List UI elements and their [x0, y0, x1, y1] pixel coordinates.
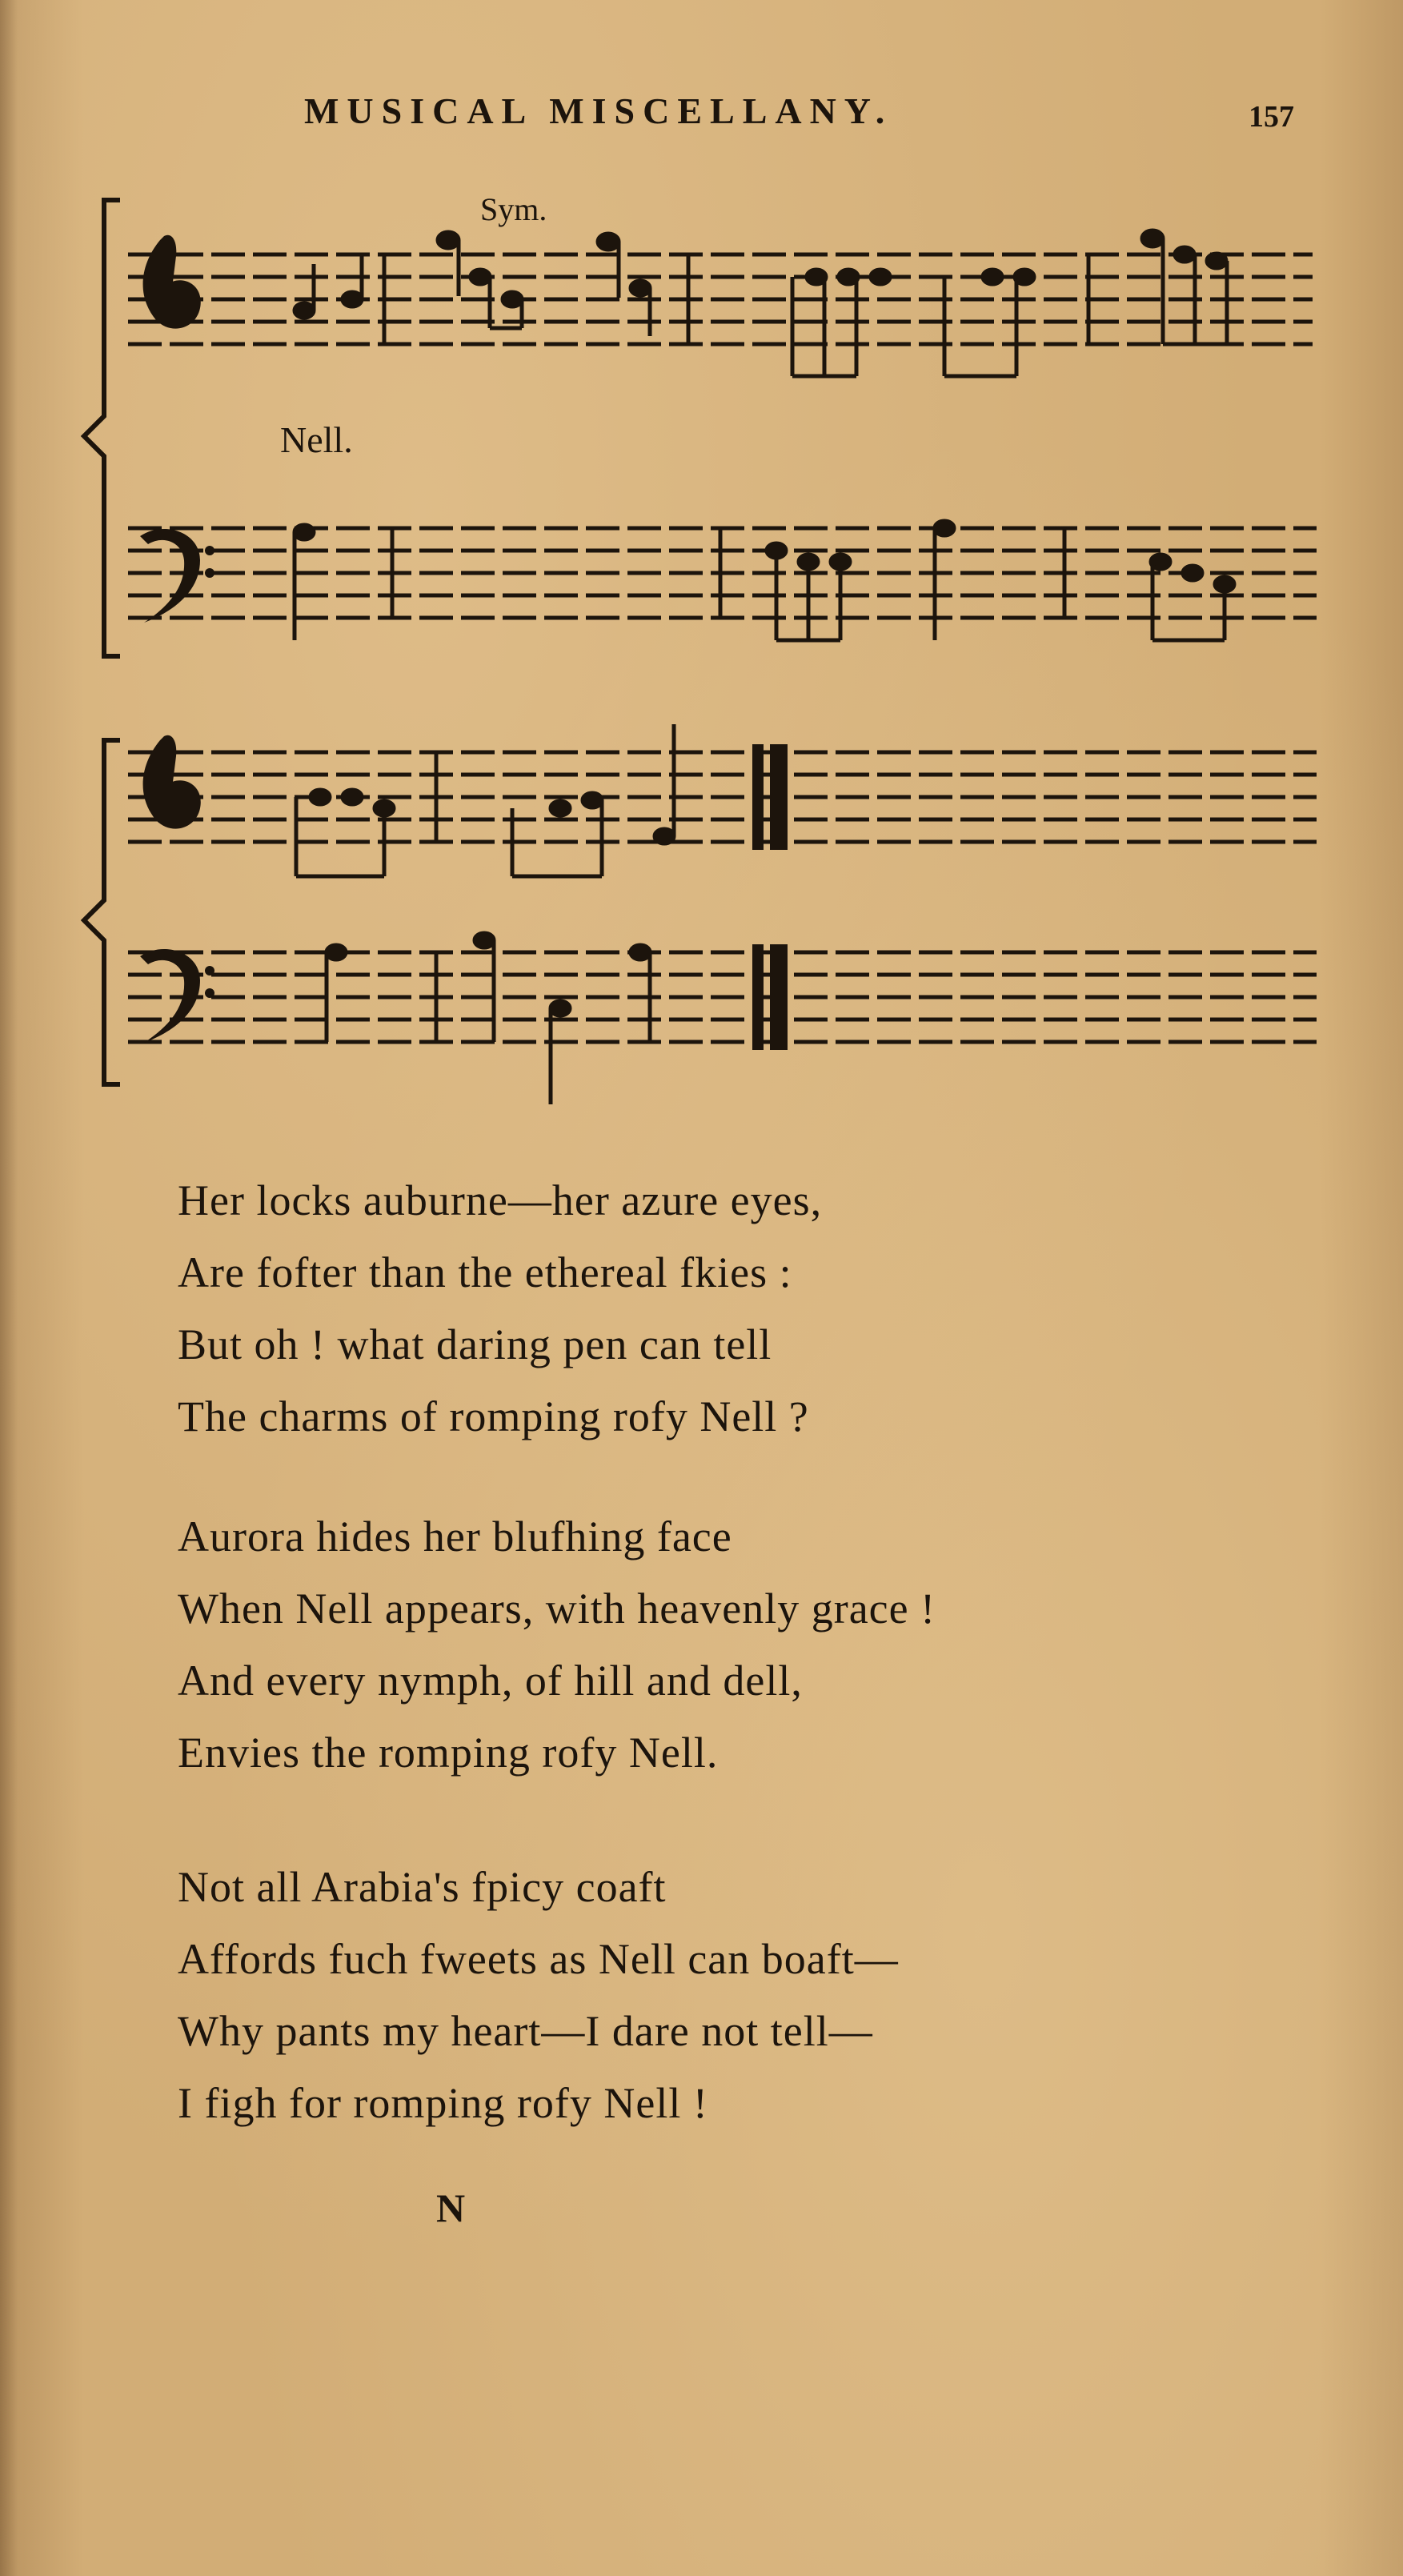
stanza-line: I figh for romping rofy Nell !: [178, 2079, 708, 2127]
page-number: 157: [1249, 100, 1294, 134]
running-title: MUSICAL MISCELLANY.: [304, 90, 893, 131]
stanza-line: Affords fuch fweets as Nell can boaft—: [178, 1935, 899, 1983]
clefs: [140, 235, 214, 1043]
treble-clef-1: [143, 235, 201, 329]
system-2-bass-staff: [128, 952, 1317, 1042]
stanza-line: Aurora hides her blufhing face: [178, 1512, 732, 1560]
lyrics: [178, 1164, 1218, 2187]
system-2-treble-staff: [128, 752, 1317, 842]
system-1-brace: [84, 200, 120, 656]
stanza-line: Are fofter than the ethereal fkies :: [178, 1248, 792, 1296]
symphony-label: Sym.: [480, 191, 547, 227]
music-notation: [0, 0, 1403, 1136]
signature-mark: N: [436, 2185, 466, 2230]
stanza-line: But oh ! what daring pen can tell: [178, 1320, 772, 1368]
stanza-line: The charms of romping rofy Nell ?: [178, 1392, 809, 1440]
stanza-2: [178, 1500, 1218, 1789]
bass-clef-1: [140, 529, 200, 623]
stanza-line: Envies the romping rofy Nell.: [178, 1729, 719, 1777]
stanza-3: [178, 1851, 1218, 2139]
music-score: [0, 0, 1403, 1136]
stanza-line: Not all Arabia's fpicy coaft: [178, 1863, 667, 1911]
treble-clef-2: [143, 735, 201, 829]
stanza-line: And every nymph, of hill and dell,: [178, 1657, 803, 1705]
final-double-bar: [752, 744, 788, 1050]
system-2-notes: [296, 724, 674, 1104]
system-2-brace: [84, 740, 120, 1084]
stanza-line: When Nell appears, with heavenly grace !: [178, 1584, 936, 1633]
stanza-line: Why pants my heart—I dare not tell—: [178, 2007, 873, 2055]
voice-label: Nell.: [280, 419, 353, 460]
stanza-1: [178, 1164, 1218, 1452]
system-1-bass-notes: [295, 521, 1234, 640]
stanza-line: Her locks auburne—her azure eyes,: [178, 1176, 823, 1224]
system-1-treble-staff: [128, 254, 1313, 344]
